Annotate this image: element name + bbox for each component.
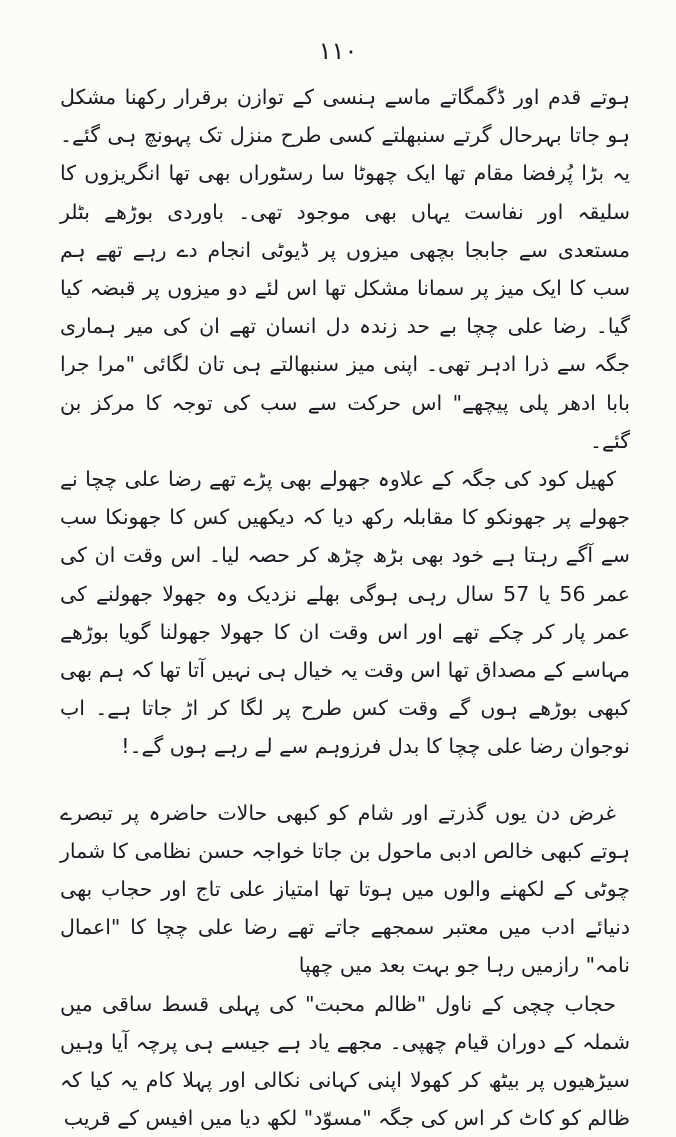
- page-number: ۱۱۰: [318, 37, 358, 65]
- paragraph-shimla-trip: ہوتے قدم اور ڈگمگاتے ماسے ہنسی کے توازن برقرار رکھنا مشکل ہو جاتا بہرحال گرتے سنبھلتے کسی طرح منزل تک پہونچ ہی گئے۔ یہ بڑا پُرفضا مقام تھا ایک چھوٹا سا رسٹوراں بھی تھا انگریزوں کا سلیقہ اور نفاست یہاں بھی موجود تھی۔ باوردی بوڑھے بٹلر مستعدی سے جابجا بچھی میزوں پر ڈیوٹی انجام دے رہے تھے ہم سب کا ایک میز پر سمانا مشکل تھا اس لئے دو میزوں پر قبضہ کیا گیا۔ رضا علی چچا بے حد زندہ دل انسان تھے ان کی میر ہماری جگہ سے ذرا ادہر تھی۔ اپنی میز سنبھالتے ہی تان لگائی "مرا جرا بابا ادھر پلی پیچھے" اس حرکت سے سب کی توجہ کا مرکز بن گئے۔: [60, 85, 630, 453]
- paragraph-swings: کھیل کود کی جگہ کے علاوہ جھولے بھی پڑے تھے رضا علی چچا نے جھولے پر جھونکو کا مقابلہ رکھ دیا کہ دیکھیں کس کا جھونکا سب سے آگے رہتا ہے خود بھی بڑھ چڑھ کر حصہ لیا۔ اس وقت ان کی عمر 56 یا 57 سال رہی ہوگی بھلے نزدیک وہ جھولا جھولنے کی عمر پار کر چکے تھے اور اس وقت ان کا جھولا جھولنا گویا بوڑھے مہاسے کے مصداق تھا اس وقت یہ خیال ہی نہیں آتا تھا کہ ہم بھی کبھی بوڑھے ہوں گے وقت کس طرح پر لگا کر اڑ جاتا ہے۔ اب نوجوان رضا علی چچا کا بدل فرزوہم سے لے رہے ہوں گے۔!: [60, 467, 630, 759]
- body-text: [60, 78, 630, 1137]
- paragraph-novel-publication: حجاب چچی کے ناول "ظالم محبت" کی پہلی قسط ساقی میں شملہ کے دوران قیام چھپی۔ مجھے یاد ہے جیسے ہی پرچہ آیا وہیں سیڑھیوں پر بیٹھ کر کھولا اپنی کہانی نکالی اور پہلا کام یہ کیا کہ ظالم کو کاٹ کر اس کی جگہ "مسوّد" لکھ دیا میں افیس کے قریب: [60, 991, 630, 1131]
- paragraph-literary-evenings: غرض دن یوں گذرتے اور شام کو کبھی حالات حاضرہ پر تبصرے ہوتے کبھی خالص ادبی ماحول بن جاتا خواجہ حسن نظامی کا شمار چوٹی کے لکھنے والوں میں ہوتا تھا امتیاز علی تاج اور حجاب بھی دنیائے ادب میں معتبر سمجھے جاتے تھے رضا علی چچا کا "اعمال نامہ" رازمیں رہا جو بہت بعد میں چھپا: [60, 800, 630, 978]
